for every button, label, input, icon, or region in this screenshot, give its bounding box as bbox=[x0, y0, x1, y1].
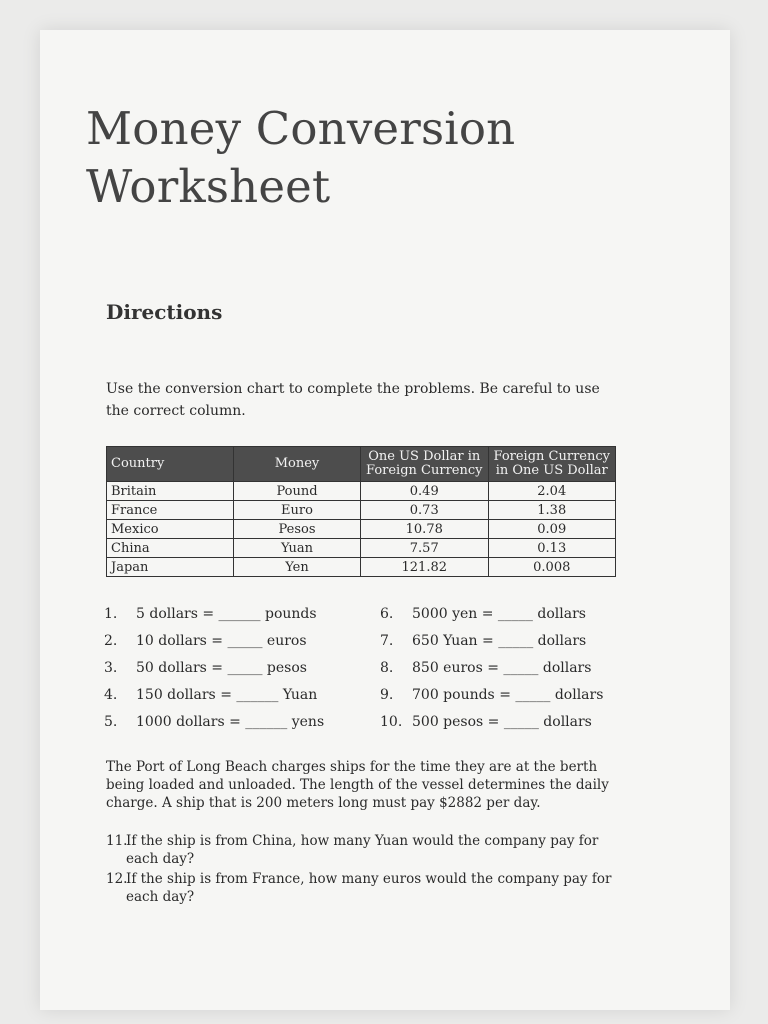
header-usd-to-foreign: One US Dollar in Foreign Currency bbox=[361, 447, 489, 482]
question-text: If the ship is from France, how many euros would the company pay for each day? bbox=[126, 871, 612, 905]
cell-usd-to-foreign: 0.49 bbox=[361, 482, 489, 501]
table-row bbox=[107, 482, 616, 501]
table-row bbox=[107, 539, 616, 558]
page-title bbox=[86, 100, 515, 216]
table-row bbox=[107, 501, 616, 520]
header-country: Country bbox=[107, 447, 234, 482]
problem-text: 150 dollars = ______ Yuan bbox=[136, 687, 318, 703]
problem-item bbox=[380, 604, 586, 624]
problem-number: 1. bbox=[104, 606, 118, 622]
cell-usd-to-foreign: 0.73 bbox=[361, 501, 489, 520]
problem-item bbox=[104, 631, 307, 651]
problem-number: 6. bbox=[380, 606, 394, 622]
problem-number: 5. bbox=[104, 714, 118, 730]
cell-usd-to-foreign: 7.57 bbox=[361, 539, 489, 558]
problem-text: 10 dollars = _____ euros bbox=[136, 633, 307, 649]
cell-country: Japan bbox=[107, 558, 234, 577]
cell-country: Britain bbox=[107, 482, 234, 501]
problem-text: 50 dollars = _____ pesos bbox=[136, 660, 307, 676]
problem-text: 700 pounds = _____ dollars bbox=[412, 687, 604, 703]
word-problem-list bbox=[106, 832, 621, 908]
title-line-2: Worksheet bbox=[86, 160, 331, 213]
problem-number: 9. bbox=[380, 687, 394, 703]
cell-foreign-to-usd: 1.38 bbox=[488, 501, 616, 520]
question-number: 11. bbox=[106, 833, 128, 849]
header-foreign-to-usd: Foreign Currency in One US Dollar bbox=[488, 447, 616, 482]
cell-money: Euro bbox=[234, 501, 361, 520]
problem-text: 5 dollars = ______ pounds bbox=[136, 606, 317, 622]
cell-foreign-to-usd: 0.13 bbox=[488, 539, 616, 558]
table-header-row bbox=[107, 447, 616, 482]
cell-money: Yen bbox=[234, 558, 361, 577]
question-item bbox=[106, 832, 621, 868]
directions-text: Use the conversion chart to complete the problems. Be careful to use the correct column. bbox=[106, 381, 600, 419]
title-line-1: Money Conversion bbox=[86, 102, 516, 155]
cell-country: Mexico bbox=[107, 520, 234, 539]
cell-usd-to-foreign: 121.82 bbox=[361, 558, 489, 577]
problem-text: 500 pesos = _____ dollars bbox=[412, 714, 592, 730]
cell-foreign-to-usd: 2.04 bbox=[488, 482, 616, 501]
problem-number: 3. bbox=[104, 660, 118, 676]
problem-number: 4. bbox=[104, 687, 118, 703]
problem-item bbox=[380, 658, 591, 678]
cell-money: Pesos bbox=[234, 520, 361, 539]
cell-country: China bbox=[107, 539, 234, 558]
problem-number: 8. bbox=[380, 660, 394, 676]
problem-item bbox=[104, 685, 317, 705]
problem-number: 2. bbox=[104, 633, 118, 649]
problem-number: 7. bbox=[380, 633, 394, 649]
problem-text: 650 Yuan = _____ dollars bbox=[412, 633, 587, 649]
problem-item bbox=[104, 604, 317, 624]
conversion-problems bbox=[104, 604, 624, 734]
problem-item bbox=[380, 712, 592, 732]
cell-country: France bbox=[107, 501, 234, 520]
header-money: Money bbox=[234, 447, 361, 482]
table-row bbox=[107, 520, 616, 539]
problem-item bbox=[380, 685, 603, 705]
table-row bbox=[107, 558, 616, 577]
problem-text: 5000 yen = _____ dollars bbox=[412, 606, 586, 622]
directions-heading: Directions bbox=[106, 300, 223, 324]
conversion-chart bbox=[106, 446, 616, 577]
question-number: 12. bbox=[106, 871, 128, 887]
problem-item bbox=[380, 631, 586, 651]
cell-usd-to-foreign: 10.78 bbox=[361, 520, 489, 539]
problem-item bbox=[104, 658, 307, 678]
question-text: If the ship is from China, how many Yuan would the company pay for each day? bbox=[126, 833, 599, 867]
word-problem-intro: The Port of Long Beach charges ships for the time they are at the berth being loaded and unloaded. The length of the vessel determines the daily charge. A ship that is 200 meters long must pay $2882 per day. bbox=[106, 759, 609, 811]
problem-number: 10. bbox=[380, 714, 403, 730]
cell-money: Yuan bbox=[234, 539, 361, 558]
question-item bbox=[106, 870, 621, 906]
problem-text: 1000 dollars = ______ yens bbox=[136, 714, 325, 730]
cell-foreign-to-usd: 0.09 bbox=[488, 520, 616, 539]
problem-item bbox=[104, 712, 324, 732]
problem-text: 850 euros = _____ dollars bbox=[412, 660, 592, 676]
cell-money: Pound bbox=[234, 482, 361, 501]
cell-foreign-to-usd: 0.008 bbox=[488, 558, 616, 577]
